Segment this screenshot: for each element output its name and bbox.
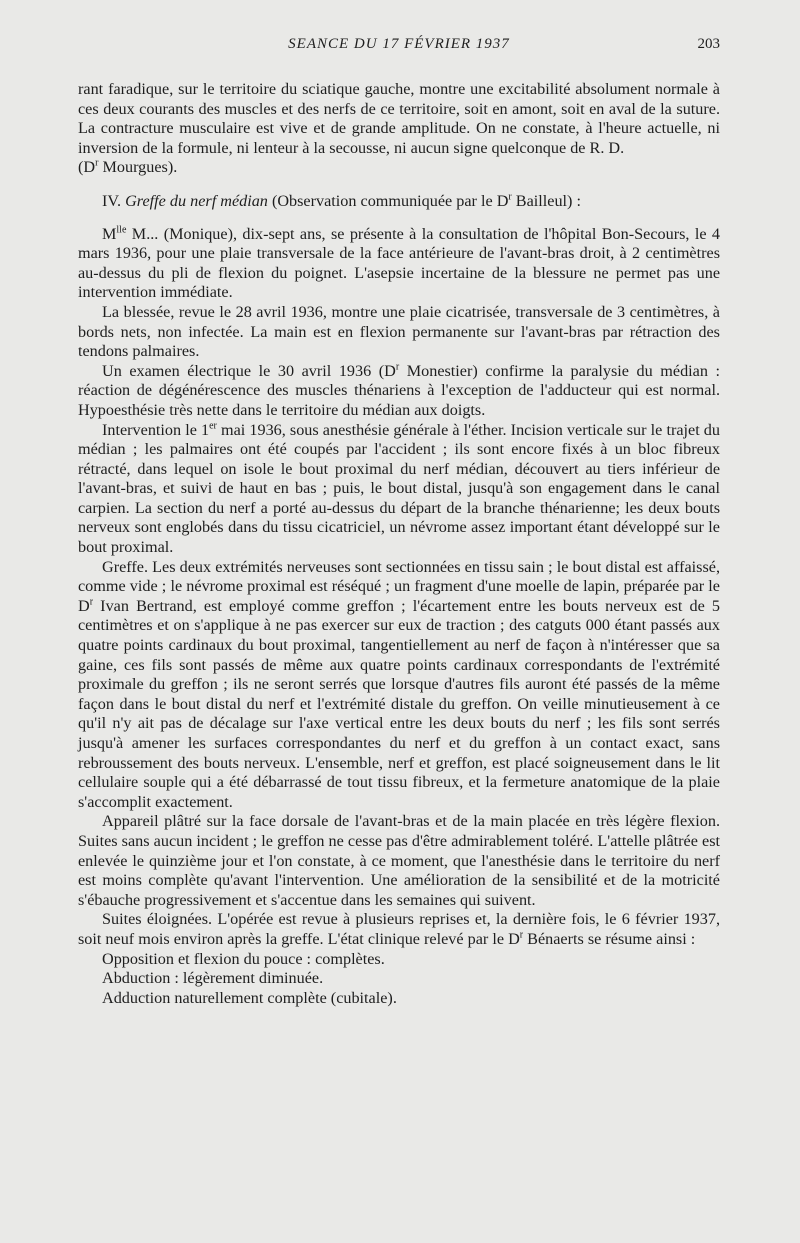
paragraph-continuation: rant faradique, sur le territoire du sciatique gauche, montre une excitabilité absolument normale à ces deux courants des muscles et des nerfs de ce territoire, soit en amont, soit en aval de la suture. La contracture musculaire est vive et de grande amplitude. On ne constate, à l'heure actuelle, ni inversion de la formule, ni lenteur à la secousse, ni aucun signe quelconque de R. D. ($D^r$ Mourgues). [78, 80, 720, 177]
list-item: Opposition et flexion du pouce : complètes. [102, 949, 385, 968]
paragraph: La blessée, revue le 28 avril 1936, montre une plaie cicatrisée, transversale de 3 centimètres, à bords nets, non infectée. La main est en flexion permanente sur l'avant-bras par rétraction des tendons palmaires. [78, 302, 720, 361]
paragraph: $M^{lle}$ M... (Monique), dix-sept ans, se présente à la consultation de l'hôpital Bon-Secours, le 4 mars 1936, pour une plaie transversale de la face antérieure de l'avant-bras droit, à 2 centimètres au-dessus du pli de flexion du poignet. L'asepsie incertaine de la blessure ne permet pas une intervention immédiate. [78, 224, 720, 302]
paragraph: Greffe. Les deux extrémités nerveuses sont sectionnées en tissu sain ; le bout distal est affaissé, comme vide ; le névrome proximal est réséqué ; un fragment d'une moelle de lapin, préparée par le $D^r$ Ivan Bertrand, est employé comme greffon ; l'écartement entre les bouts nerveux est de 5 centimètres et on s'applique à ne pas exercer sur eux de traction ; des catguts 000 étant passés aux quatre points cardinaux du bout proximal, tangentiellement au nerf de façon à n'intéresser que sa gaine, ces fils sont passés de même aux quatre points cardinaux correspondants de l'extrémité proximale du greffon ; ils ne seront serrés que lorsque d'autres fils auront été passés de la même façon dans le bout distal du nerf et l'extrémité distale du greffon. On veille minutieusement à ce qu'il n'y ait pas de décalage sur l'axe vertical entre les deux bouts du nerf ; les fils sont serrés jusqu'à amener les surfaces correspondantes du nerf et du greffon à un contact exact, sans rebroussement des bouts nerveux. L'ensemble, nerf et greffon, est placé soigneusement dans le lit cellulaire souple qui a été débarrassé de tout tissu fibreux, et la fermeture anatomique de la plaie s'accomplit exactement. [78, 557, 720, 811]
section-title: Greffe du nerf médian [125, 191, 268, 210]
paragraph: Suites éloignées. L'opérée est revue à plusieurs reprises et, la dernière fois, le 6 février 1937, soit neuf mois environ après la greffe. L'état clinique relevé par le $D^r$ Bénaerts se résume ainsi : [78, 910, 720, 948]
paragraph: Appareil plâtré sur la face dorsale de l'avant-bras et de la main placée en très légère flexion. Suites sans aucun incident ; le greffon ne cesse pas d'être admirablement toléré. L'attelle plâtrée est enlevée le quinzième jour et l'on constate, à ce moment, que l'anesthésie dans le territoire du nerf est moins complète qu'avant l'intervention. Une amélioration de la sensibilité et de la motricité s'ébauche progressivement et s'accentue dans les semaines qui suivent. [78, 812, 720, 909]
credit: ($D^r$ Mourgues). [78, 157, 178, 177]
paragraph: Un examen électrique le 30 avril 1936 ($D^r$ Monestier) confirme la paralysie du médian : réaction de dégénérescence des muscles thénariens à l'exception de l'adducteur qui est normal. Hypoesthésie très nette dans le territoire du médian aux doigts. [78, 361, 720, 419]
list-item: Abduction : légèrement diminuée. [102, 969, 324, 988]
paragraph: Intervention le 1er mai 1936, sous anesthésie générale à l'éther. Incision verticale sur le trajet du médian ; les palmaires ont été coupés par l'accident ; ils sont encore fixés à un bloc fibreux rétracté, dans lequel on isole le bout proximal du nerf médian, découvert au tiers inférieur de l'avant-bras, et suivi de haut en bas ; puis, le bout distal, jusqu'à son engagement dans le canal carpien. La section du nerf a porté au-dessus du départ de la branche thénarienne; les deux bouts nerveux sont englobés dans du tissu cicatriciel, un névrome assez important étant développé sur le bout proximal. [78, 420, 720, 557]
page-header [78, 36, 720, 58]
running-title: SEANCE DU 17 FÉVRIER 1937 [288, 36, 510, 52]
section-heading: IV. Greffe du nerf médian (Observation communiquée par le $D^r$ Bailleul) : [102, 191, 581, 210]
body-text [78, 80, 720, 1008]
page-number: 203 [697, 36, 720, 52]
list-item: Adduction naturellement complète (cubitale). [102, 988, 397, 1007]
